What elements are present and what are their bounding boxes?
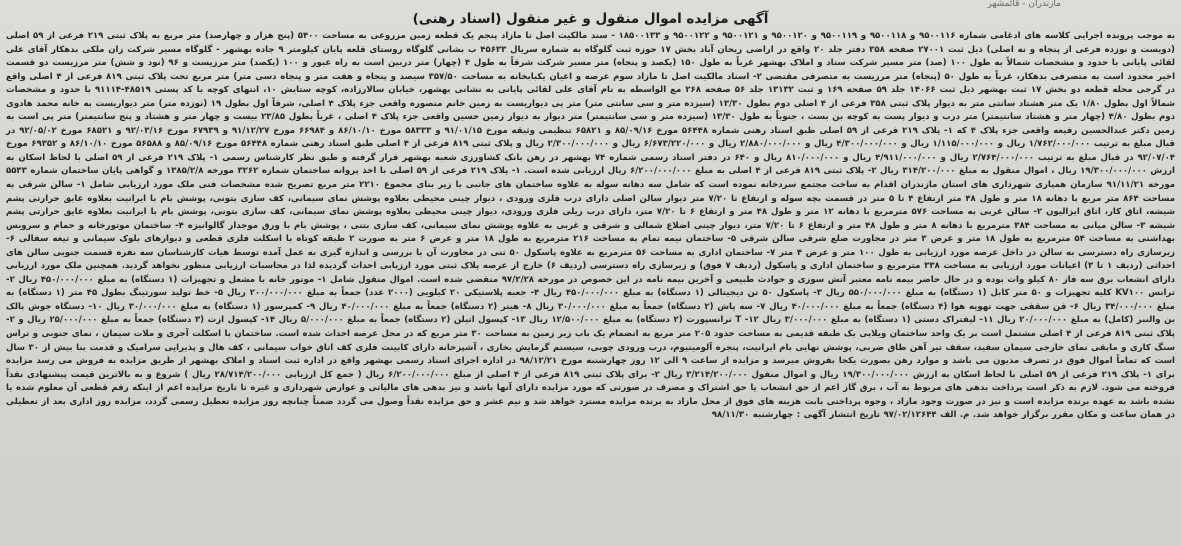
header-strip: مازندران - قائمشهر — [987, 0, 1061, 8]
notice-paragraph: به موجب پرونده اجرایی کلاسه های ادغامی شماره ۹۵۰۰۱۱۶ و ۹۵۰۰۱۱۸ و ۹۵۰۰۱۱۹ و ۹۵۰۰۱۲۰ و ۹۵۰۰۱۲۱ و ۹۵۰۰۱۲۲ و ۱۸۵۰۰۱۳۳ - سند مالکیت اصل تا مازاد پنجم یک قطعه زمین مزروعی به مساحت ۵۴۰۰ (پنج هزار و چهارصد) متر مربع به پلاک ثبتی ۲۱۹ فرعی از ۵۹ اصلی (دویست و نوزده فرعی از پنجاه و نه اصلی) ذیل ثبت ۲۷۰۰۱ صفحه ۳۵۸ دفتر جلد ۲۰ واقع در اراضی ریحان آباد بخش ۱۷ حوزه ثبت گلوگاه به شماره سریال ۴۵۶۳۳ ب بشانی گلوگاه روستای قلعه پایان کیلومتر ۹ جاده بهشهر - گلوگاه مسیر شرکت زان ملکی بدهکار آقای علی لقائی پایانی با حدود و مشخصات شمالاً به طول ۱۰۰ (صد) متر مسیر شرکت ستاد و املاک بهشهر غرباً به طول ۱۵۰ (یکصد و پنجاه) متر مسیر شرکت شرقاً به طول ۴ (چهار) متر دربین است به راه عبور و ۱۰۰ (یکصد) متر مرزیست و ۹۶ (نود و شش) متر مرزیست دو قسمت اخیر محدود است به متصرفی بدهکار، غرباً به طول ۵۰ (پنجاه) متر مرزیست به متصرفی مقتضی ۲- اسناد مالکیت اصل تا مازاد سوم عرصه و اعیان یکبابخانه به مساحت ۳۵۷/۵۰ سیصد و پنجاه و هفت متر و پنجاه دسی متر) متر مربع تحت پلاک ثبتی ۸۱۹ فرعی از ۴ اصلی واقع در گرجی محله قطعه دو بخش ۱۷ ثبت بهشهر ذیل ثبت ۱۴۰۶۶ جلد ۵۹ صفحه ۱۶۹ و ثبت ۱۳۱۳۲ جلد ۵۶ صفحه ۲۶۸ مع الواسطه به نام آقای علی لقائی پایانی به نشانی بهشهر، خیابان سالارزاده، کوچه ستایش ۱۰، انتهای کوچه با کد پستی ۴۸۵۱۹-۹۱۱۱۴ با حدود و مشخصات شمالاً اول بطول ۱/۸۰ یک متر هشتاد سانتی متر به دیوار پلاک ثبتی ۳۵۸ فرعی از ۴ اصلی دوم بطول ۱۳/۳۰ (سیزده متر و سی سانتی متر) متر پی دیواریست به زمین خانم منصوره واقعی جزء پلاک ۴ اصلی، شرقاً اول بطول ۱۹ (نوزده متر) متر دیواریست به خانه محمد هادوی دوم بطول ۴/۸۰ (چهار متر و هشتاد سانتیمتر) متر درب و دیوار پست به کوچه بن بست ، جنوباً به طول ۱۳/۳۰ (سیزده متر و سی سانتیمتر) متر دیوار به دیوار زمین حسین واقعی جزء پلاک ۴ اصلی ، غرباً بطول ۲۳/۸۵ بیست و چهار متر و هشتاد و پنج سانتیمتر) متر پی است به زمین دکتر عبدالحسین رفیعه واقعی جزء پلاک ۴ که ۱- پلاک ۲۱۹ فرعی از ۵۹ اصلی طبق اسناد رهنی شماره ۵۶۴۴۸ مورخ ۸۵/۰۹/۱۶ و ۶۵۸۲۱ تنظیمی وثیقه مورخ ۹۱/۰۱/۱۵ و ۵۸۳۳۳ مورخ ۸۶/۱۰/۱۰ و ۶۶۹۸۴ مورخ ۹۱/۱۲/۲۷ و ۶۷۹۳۹ مورخ ۹۲/۰۳/۱۶ و ۶۸۵۲۱ مورخ ۹۲/۰۵/۰۲ در قبال مبلغ به ترتیب ۱/۷۶۲/۰۰۰/۰۰۰ ریال و ۱/۱۱۵/۰۰۰/۰۰۰ ریال و ۴/۳۰۰/۰۰۰/۰۰۰ ریال و ۲/۸۸۰/۰۰۰/۰۰۰ ریال و ۶/۶۷۳/۲۲۰/۰۰۰ ریال و ۲/۳۰۰/۰۰۰/۰۰۰ ریال و پلاک ثبتی ۸۱۹ فرعی از ۴ اصلی طبق اسناد رهنی شماره ۵۶۴۴۸ مورخ ۸۵/۰۹/۱۶ و ۵۶۵۸۸ مورخ ۸۶/۱۰/۱۰ و ۶۹۳۵۲ مورخ ۹۲/۰۷/۰۴ در قبال مبلغ به ترتیب ۲/۷۶۴/۰۰۰/۰۰۰ ریال و ۴/۹۱۱/۰۰۰/۰۰۰ ریال و ۸۱۰/۰۰۰/۰۰۰ ریال و ۶۴۰ در دفتر اسناد رسمی شماره ۷۴ بهشهر در رهن بانک کشاورزی شعبه بهشهر قرار گرفته و طبق نظر کارشناس رسمی ۱- پلاک ۲۱۹ فرعی از ۵۹ اصلی با لحاظ اسکان به ارزش ۱۹/۳۰۰/۰۰۰/۰۰۰ ریال ، اموال منقول به مبلغ ۳۱۴/۲۰۰/۰۰۰ ریال ۲- پلاک ثبتی ۸۱۹ فرعی از ۴ اصلی به مبلغ ۶/۲۰۰/۰۰۰/۰۰۰ ریال ارزیابی شده است. ۱- پلاک ۲۱۹ فرعی از ۵۹ اصلی با اخذ پروانه ساختمان شماره ۳۲۶۲ مورخه ۱۳۸۵/۲/۸ و گواهی پایان ساختمان شماره ۵۵۳۳ مورخه ۹۱/۱۱/۲۱ سازمان همیاری شهرداری های استان مازندران اقدام به ساخت مجتمع سردخانه نموده است که شامل سه دهانه سوله به علاوه ساختمان های جانبی با زیر بنای مجموع ۲۲۱۰ متر مربع تصریح شده مشخصات فنی ملک مورد ارزیابی شامل ۱- سالن شرقی به مساحت ۸۶۴ متر مربع با دهانه ۱۸ متر و طول ۴۸ متر ارتفاع ۴ تا ۵ متر در قسمت بچه سوله و ارتفاع تا ۷/۲۰ متر دیوار سالن اصلی دارای درب فلزی ورودی ، دیوار چینی محیطی بعلاوه پوشش نمای سیمانی، کف سازی بتونی، پوشش بام با ایرانیت بعلاوه عایق حرارتی پشم شیشه، اتاق کار، اتاق ایزالیون ۲- سالن غربی به مساحت ۵۷۶ مترمربع با دهانه ۱۲ متر و طول ۴۸ متر و ارتفاع ۶ تا ۷/۲۰ متر، دارای درب ریلی فلزی ورودی، دیوار چینی محیطی بعلاوه پوشش نمای سیمانی، کف سازی بتونی، پوشش بام با ایرانیت بعلاوه عایق حرارتی پشم شیشه ۳- سالن میانی به مساحت ۳۸۴ مترمربع با دهانه ۸ متر و طول ۴۸ متر و ارتفاع ۶ تا ۷/۲۰ متر، دیوار چینی اضلاع شمالی و شرقی و غربی به علاوه پوشش نمای سیمانی، کف سازی بتنی ، پوشش بام با ورق موجدار گالوانیزه ۴- ساختمان موتورخانه و حمام و سرویس بهداشتی به مساحت ۵۴ مترمربع به طول ۱۸ متر و عرض ۳ متر در مجاورت ضلع شرقی سالن شرقی ۵- ساختمان نیمه تمام به مساحت ۲۱۶ مترمربع به طول ۱۸ متر و عرض ۶ متر به صورت ۲ طبقه کوتاه با اسکلت فلزی قطعی و دیوارهای بلوک سیمانی و تیغه سفالی ۶- زیرسازی راه دسترسی به سالن در داخل عرصه مورد ارزیابی به طول ۱۰۰ متر و عرض ۴ متر ۷- ساختمان اداری به مساحت ۵۶ مترمربع به علاوه پاسکول ۵۰ تنی در مجاورت آن با بررسی و اندازه گیری به عمل آمده توسط هیات کارشناسان سه نفره قسمت جنوبی سالن های احداثی (ردیف ۱ تا ۳) اعیانات مورد ارزیابی به مساحت ۳۳۸ مترمربع و ساختمان اداری و پاسکول (ردیف ۷ فوق) و زیرسازی راه دسترسی (ردیف ۶) خارج از عرصه پلاک ثبتی مورد ارزیابی احداث گردیده لذا در محاسبات ارزیابی منظور نخواهد گردید. همچنین ملک مورد ارزیابی دارای انشعاب برق سه فاز ۸۰ کیلو وات بوده و در حال حاضر بیمه نامه معتبر آتش سوزی و حوادث طبیعی و آخرین بیمه نامه در این خصوص در مورخه ۹۷/۲/۲۸ منقضی شده است. اموال منقول شامل ۱- موتور خانه با مشعل و تجهیزات (۱ دستگاه) به مبلغ ۴۵۰/۰۰۰/۰۰۰ ریال ۲- ترانس KV۱۰۰ کلیه تجهیزات و ۵۰ متر کابل (۱ دستگاه) به مبلغ ۵۵۰/۰۰۰/۰۰۰ ریال ۳- پاسکول ۵۰ تن دیجیتالی (۱ دستگاه) به مبلغ ۴۵۰/۰۰۰/۰۰۰ ریال ۴- جعبه پلاستیکی ۲۰ کیلویی (۲۰۰۰ عدد) جمعاً به مبلغ ۲۰۰/۰۰۰/۰۰۰ ریال ۵- خط تولید سورتینگ بطول ۴۵ متر (۱ دستگاه) به مبلغ ۳۴/۰۰۰/۰۰۰ ریال ۶- فن سقفی جهت تهویه هوا (۴ دستگاه) جمعاً به مبلغ ۴۰/۰۰۰/۰۰۰ ریال ۷- سه پاش (۲ دستگاه) جمعاً به مبلغ ۳۰/۰۰۰/۰۰۰ ریال ۸- هیتر (۲ دستگاه) جمعاً به مبلغ ۴۰/۰۰۰/۰۰۰ ریال ۹- کمپرسور (۱ دستگاه) به مبلغ ۳۰/۰۰۰/۰۰۰ ریال ۱۰- دستگاه جوش بالک بن والنبر (کامل) به مبلغ ۲۰/۰۰۰/۰۰۰ ریال ۱۱- لیفتراک دستی (۱ دستگاه) به مبلغ ۳/۰۰۰/۰۰۰ ریال ۱۲- T ترانسپورت (۲ دستگاه) به مبلغ ۱۲/۵۰۰/۰۰۰ ریال ۱۳- کپسول اتیلن (۲ دستگاه) جمعاً به مبلغ ۵/۰۰۰/۰۰۰ ریال ۱۴- کپسول ازت (۳ دستگاه) جمعاً به مبلغ ۲۵/۰۰۰/۰۰۰ ریال و ۲- پلاک ثبتی ۸۱۹ فرعی از ۴ اصلی مشتمل است بر یک واحد ساختمان ویلایی یک طبقه قدیمی به مساحت حدود ۲۰۵ متر مربع به انضمام یک باب زیر زمین به مساحت ۳۰ متر مربع که در محل عرصه احداث شده است. ساختمان با اسکلت آجری و ملات سیمان ، نمای جنوبی و تراس سنگ کاری و مابقی نمای خارجی سیمان سفید، سقف تیر آهن طاق ضربی، پوشش نهایی بام ایرانیت، پنجره آلومینیوم، درب ورودی چوبی، سیستم گرمایش بخاری ، آشپزخانه دارای کابینت فلزی کف اتاق خواب سیمانی ، کف هال و پذیرایی سرامیک و قدمت بنا بیش از ۳۰ سال است که تماماً اموال فوق در تصرف مدیون می باشد و موارد رهن بصورت یکجا بفروش میرسد و مزایده از ساعت ۹ الی ۱۲ روز چهارشنبه مورخ ۹۸/۱۲/۲۱ در اداره اجرای اسناد رسمی بهشهر واقع در اداره ثبت اسناد و املاک بهشهر از طریق مزایده به فروش می رسد مزایده برای ۱- پلاک ۲۱۹ فرعی از ۵۹ اصلی با لحاظ اسکان به ارزش ۱۹/۳۰۰/۰۰۰/۰۰۰ ریال و اموال منقول ۳/۲۱۴/۲۰۰/۰۰۰ ریال ۲- برای پلاک ثبتی ۸۱۹ فرعی از ۴ اصلی از مبلغ ۶/۲۰۰/۰۰۰/۰۰۰ ریال ( جمع کل ارزیابی ۲۸/۷۱۴/۲۰۰/۰۰۰ ریال ) شروع و به بالاترین قیمت پیشنهادی نقداً فروخته می شود. لازم به ذکر است پرداخت بدهی های مربوط به آب ، برق گاز اعم از حق انشعاب یا حق اشتراک و مصرف در صورتی که مورد مزایده دارای آنها باشد و نیز بدهی های مالیاتی و عوارض شهرداری و غیره تا تاریخ مزایده اعم از اینکه رقم قطعی آن معلوم شده یا نشده باشد به عهده برنده مزایده است و نیز در صورت وجود مازاد ، وجوه پرداختی بابت هزینه های فوق از محل مازاد به برنده مزایده مسترد خواهد شد و نیم عشر و حق مزایده نقداً وصول می گردد ضمناً چنانچه روز مزایده تعطیل رسمی گردد، مزایده روز اداری بعد از تعطیلی در همان ساعت و مکان مقرر برگزار خواهد شد. م. الف ۹۷/۰۲/۱۲۶۴۴ تاریخ انتشار آگهی : چهارشنبه ۹۸/۱۱/۳۰ — [6, 31, 1176, 421]
notice-title: آگهی مزایده اموال منقول و غیر منقول (اسناد رهنی) — [412, 11, 769, 27]
auction-notice — [6, 9, 1175, 542]
notice-body — [6, 30, 1175, 423]
